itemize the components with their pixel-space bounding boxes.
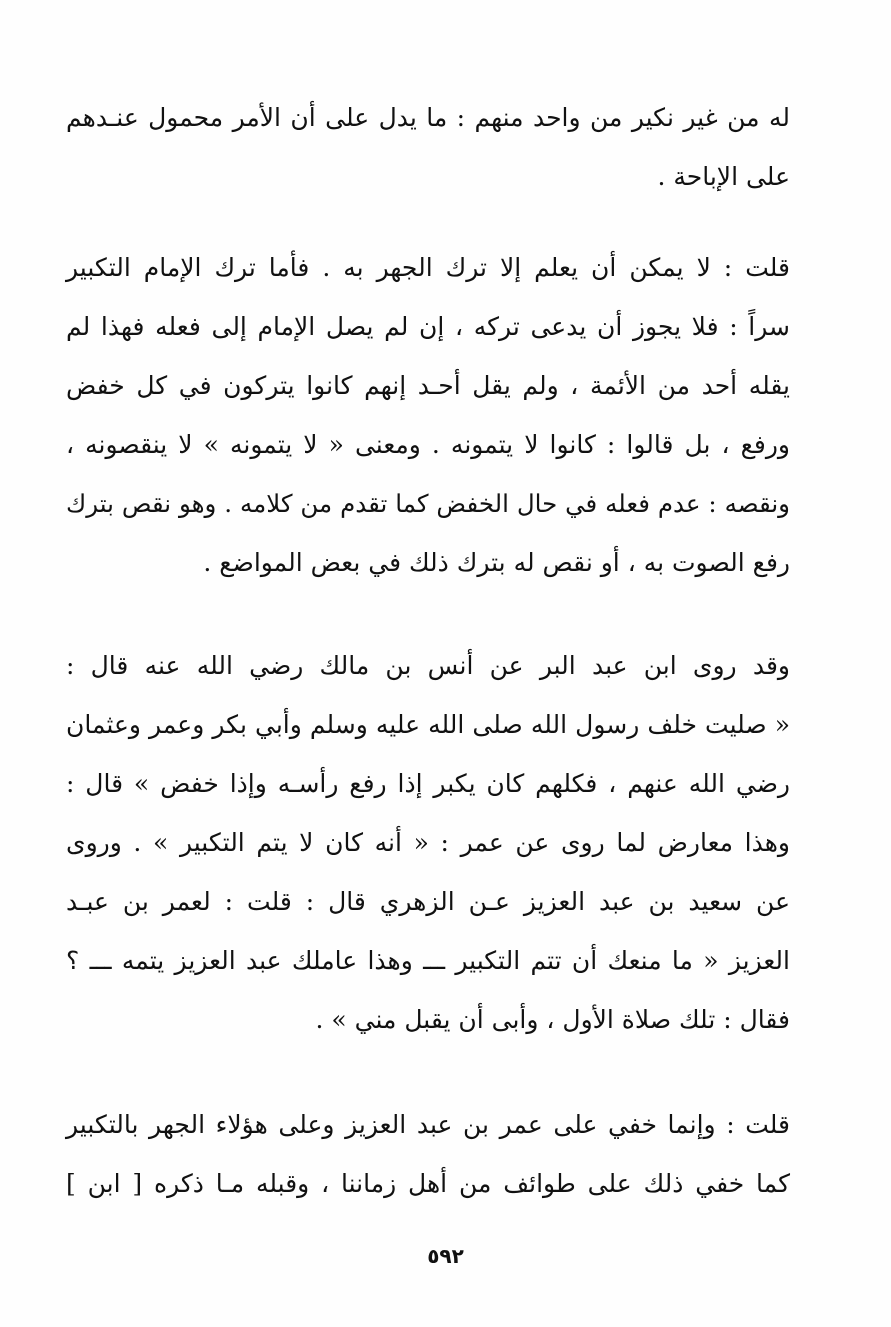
text-line: « صليت خلف رسول الله صلى الله عليه وسلم وأبي بكر وعمر وعثمان bbox=[66, 710, 790, 739]
text-line: عن سعيد بن عبد العزيز عـن الزهري قال : قلت : لعمر بن عبـد bbox=[66, 887, 790, 916]
text-line: قلت : لا يمكن أن يعلم إلا ترك الجهر به . فأما ترك الإمام التكبير bbox=[66, 253, 790, 282]
text-line: العزيز « ما منعك أن تتم التكبير ـــ وهذا عاملك عبد العزيز يتمه ـــ ؟ bbox=[66, 946, 790, 975]
text-line: ورفع ، بل قالوا : كانوا لا يتمونه . ومعنى « لا يتمونه » لا ينقصونه ، bbox=[66, 430, 790, 459]
text-line: كما خفي ذلك على طوائف من أهل زماننا ، وقبله مـا ذكره [ ابن ] bbox=[66, 1169, 790, 1198]
text-line: له من غير نكير من واحد منهم : ما يدل على أن الأمر محمول عنـدهم bbox=[66, 103, 790, 132]
text-line: يقله أحد من الأئمة ، ولم يقل أحـد إنهم كانوا يتركون في كل خفض bbox=[66, 371, 791, 400]
paragraph-1 bbox=[66, 88, 790, 206]
text-line: فقال : تلك صلاة الأول ، وأبى أن يقبل مني » . bbox=[315, 1005, 790, 1034]
text-line: رضي الله عنهم ، فكلهم كان يكبر إذا رفع رأسـه وإذا خفض » قال : bbox=[66, 769, 790, 798]
text-line: على الإباحة . bbox=[657, 162, 790, 191]
text-line: وهذا معارض لما روى عن عمر : « أنه كان لا يتم التكبير » . وروى bbox=[66, 828, 790, 857]
text-line: ونقصه : عدم فعله في حال الخفض كما تقدم من كلامه . وهو نقص بترك bbox=[66, 489, 790, 518]
text-line: قلت : وإنما خفي على عمر بن عبد العزيز وعلى هؤلاء الجهر بالتكبير bbox=[66, 1110, 790, 1139]
page-number: ٥٩٢ bbox=[427, 1244, 464, 1268]
text-line: وقد روى ابن عبد البر عن أنس بن مالك رضي الله عنه قال : bbox=[66, 651, 790, 680]
text-line: رفع الصوت به ، أو نقص له بترك ذلك في بعض المواضع . bbox=[203, 548, 790, 577]
paragraph-4 bbox=[66, 1095, 790, 1213]
text-line: سراً : فلا يجوز أن يدعى تركه ، إن لم يصل الإمام إلى فعله فهذا لم bbox=[66, 312, 790, 341]
paragraph-2 bbox=[66, 238, 790, 592]
paragraph-3 bbox=[66, 636, 790, 1049]
